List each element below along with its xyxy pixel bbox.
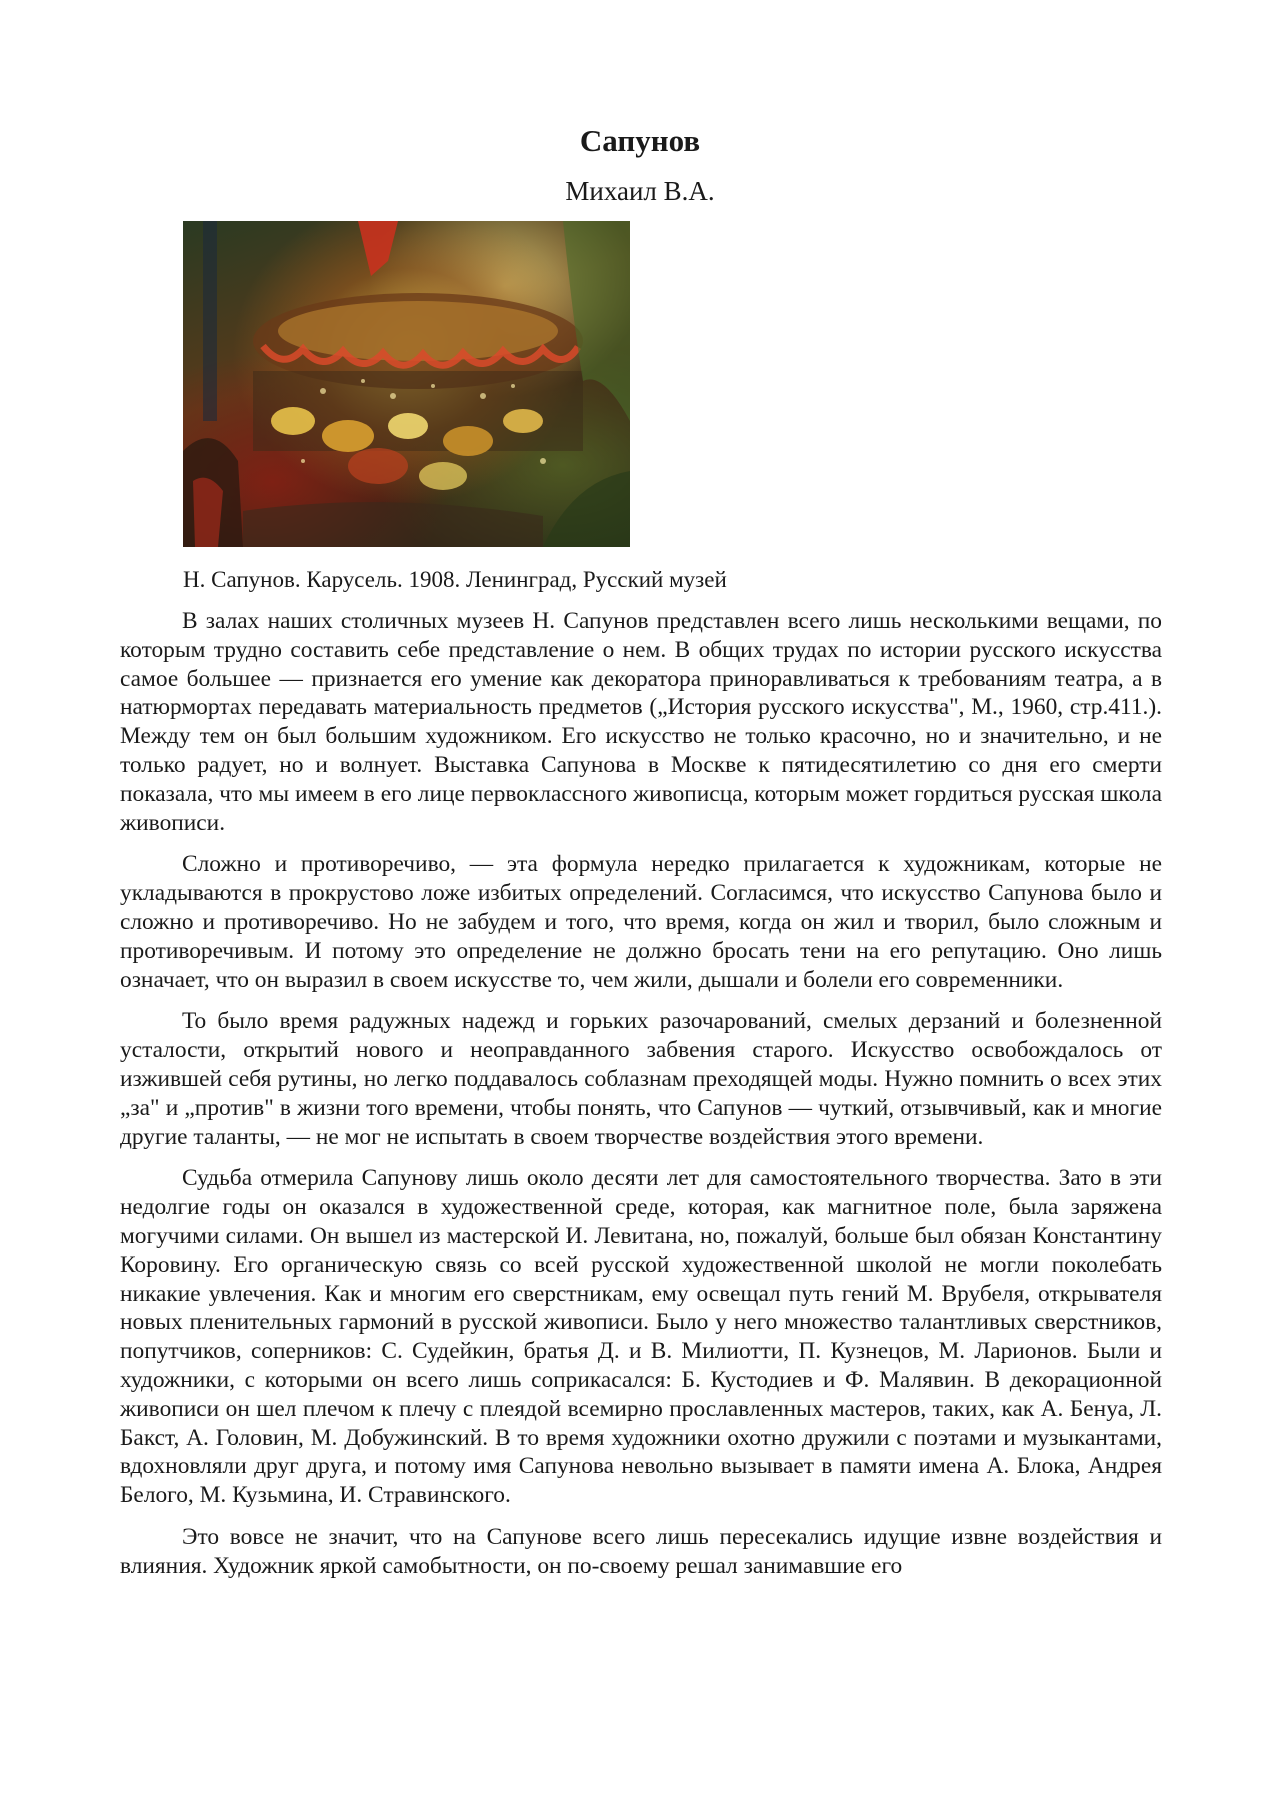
- paragraph: Судьба отмерила Сапунову лишь около десяти лет для самостоятельного творчества. Зато в эти недолгие годы он оказался в художественной среде, которая, как магнитное поле, была заряжена могучими силами. Он вышел из мастерской И. Левитана, но, пожалуй, больше был обязан Константину Коровину. Его органическую связь со всей русской художественной школой не могли поколебать никакие увлечения. Как и многим его сверстникам, ему освещал путь гений М. Врубеля, открывателя новых пленительных гармоний в русской живописи. Было у него множество талантливых сверстников, попутчиков, соперников: С. Судейкин, братья Д. и В. Милиотти, П. Кузнецов, М. Ларионов. Были и художники, с которыми он всего лишь соприкасался: Б. Кустодиев и Ф. Малявин. В декорационной живописи он шел плечом к плечу с плеядой всемирно прославленных мастеров, таких, как А. Бенуа, Л. Бакст, А. Головин, М. Добужинский. В то время художники охотно дружили с поэтами и музыкантами, вдохновляли друг друга, и потому имя Сапунова невольно вызывает в памяти имена А. Блока, Андрея Белого, М. Кузьмина, И. Стравинского.: [120, 1165, 1162, 1509]
- painting-illustration: [183, 221, 630, 547]
- author-name: Михаил В.А.: [565, 176, 715, 206]
- painting-image: [183, 221, 630, 547]
- paragraph: То было время радужных надежд и горьких разочарований, смелых дерзаний и болезненной усталости, открытий нового и неоправданного забвения старого. Искусство освобождалось от изжившей себя рутины, но легко поддавалось соблазнам преходящей моды. Нужно помнить о всех этих „за" и „против" в жизни того времени, чтобы понять, что Сапунов — чуткий, отзывчивый, как и многие другие таланты, — не мог не испытать в своем творчестве воздействия этого времени.: [120, 1008, 1162, 1150]
- paragraph: Это вовсе не значит, что на Сапунове всего лишь пересекались идущие извне воздействия и влияния. Художник яркой самобытности, он по-своему решал занимавшие его: [120, 1523, 1162, 1579]
- article-body: [120, 607, 1162, 1594]
- paragraph: Сложно и противоречиво, — эта формула нередко прилагается к художникам, которые не укладываются в прокрустово ложе избитых определений. Согласимся, что искусство Сапунова было и сложно и противоречиво. Но не забудем и того, что время, когда он жил и творил, было сложным и противоречивым. И потому это определение не должно бросать тени на его репутацию. Оно лишь означает, что он выразил в своем искусстве то, чем жили, дышали и болели его современники.: [120, 851, 1162, 993]
- page-title: Сапунов: [579, 123, 701, 158]
- paragraph: В залах наших столичных музеев Н. Сапунов представлен всего лишь несколькими вещами, по которым трудно составить себе представление о нем. В общих трудах по истории русского искусства самое большее — признается его умение как декоратора приноравливаться к требованиям театра, а в натюрмортах передавать материальность предметов („История русского искусства", М., 1960, стр.411.). Между тем он был большим художником. Его искусство не только красочно, но и значительно, и не только радует, но и волнует. Выставка Сапунова в Москве к пятидесятилетию со дня его смерти показала, что мы имеем в его лице первоклассного живописца, которым может гордиться русская школа живописи.: [120, 608, 1162, 836]
- figure-caption: Н. Сапунов. Карусель. 1908. Ленинград, Русский музей: [183, 567, 727, 592]
